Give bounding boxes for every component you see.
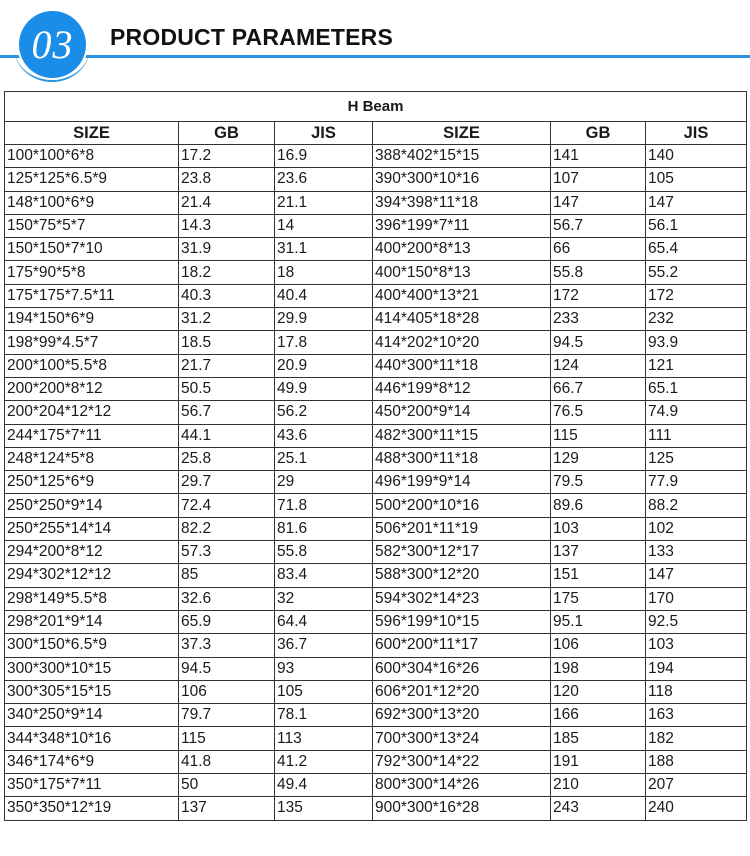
table-row — [5, 214, 747, 237]
table-row — [5, 657, 747, 680]
size-cell: 582*300*12*17 — [373, 541, 551, 564]
gb-weight-cell: 141 — [551, 145, 646, 168]
gb-weight-cell: 66.7 — [551, 377, 646, 400]
jis-weight-cell: 56.2 — [275, 401, 373, 424]
table-title: H Beam — [5, 92, 747, 122]
table-row — [5, 238, 747, 261]
jis-weight-cell: 65.4 — [646, 238, 747, 261]
jis-weight-cell: 21.1 — [275, 191, 373, 214]
gb-weight-cell: 94.5 — [551, 331, 646, 354]
jis-weight-cell: 18 — [275, 261, 373, 284]
size-cell: 250*125*6*9 — [5, 471, 179, 494]
gb-weight-cell: 106 — [179, 680, 275, 703]
jis-weight-cell: 163 — [646, 704, 747, 727]
jis-weight-cell: 133 — [646, 541, 747, 564]
gb-weight-cell: 191 — [551, 750, 646, 773]
table-row — [5, 284, 747, 307]
jis-weight-cell: 81.6 — [275, 517, 373, 540]
size-cell: 388*402*15*15 — [373, 145, 551, 168]
table-row — [5, 727, 747, 750]
size-cell: 250*255*14*14 — [5, 517, 179, 540]
gb-weight-cell: 14.3 — [179, 214, 275, 237]
size-cell: 606*201*12*20 — [373, 680, 551, 703]
size-cell: 396*199*7*11 — [373, 214, 551, 237]
jis-weight-cell: 121 — [646, 354, 747, 377]
table-row — [5, 774, 747, 797]
size-cell: 496*199*9*14 — [373, 471, 551, 494]
jis-weight-cell: 17.8 — [275, 331, 373, 354]
size-cell: 588*300*12*20 — [373, 564, 551, 587]
gb-weight-cell: 79.5 — [551, 471, 646, 494]
header-divider-line — [0, 55, 750, 58]
jis-weight-cell: 78.1 — [275, 704, 373, 727]
table-row — [5, 168, 747, 191]
size-cell: 125*125*6.5*9 — [5, 168, 179, 191]
size-cell: 340*250*9*14 — [5, 704, 179, 727]
gb-weight-cell: 72.4 — [179, 494, 275, 517]
gb-weight-cell: 198 — [551, 657, 646, 680]
jis-weight-cell: 31.1 — [275, 238, 373, 261]
jis-weight-cell: 147 — [646, 191, 747, 214]
size-cell: 394*398*11*18 — [373, 191, 551, 214]
size-cell: 300*150*6.5*9 — [5, 634, 179, 657]
jis-weight-cell: 92.5 — [646, 610, 747, 633]
gb-weight-cell: 44.1 — [179, 424, 275, 447]
section-title: PRODUCT PARAMETERS — [110, 24, 394, 50]
gb-weight-cell: 115 — [551, 424, 646, 447]
size-cell: 450*200*9*14 — [373, 401, 551, 424]
size-cell: 148*100*6*9 — [5, 191, 179, 214]
size-cell: 175*175*7.5*11 — [5, 284, 179, 307]
size-cell: 300*300*10*15 — [5, 657, 179, 680]
table-row — [5, 447, 747, 470]
size-cell: 390*300*10*16 — [373, 168, 551, 191]
jis-weight-cell: 77.9 — [646, 471, 747, 494]
jis-weight-cell: 125 — [646, 447, 747, 470]
gb-weight-cell: 17.2 — [179, 145, 275, 168]
column-header-jis: JIS — [646, 122, 747, 145]
size-cell: 294*302*12*12 — [5, 564, 179, 587]
gb-weight-cell: 137 — [179, 797, 275, 820]
jis-weight-cell: 140 — [646, 145, 747, 168]
gb-weight-cell: 31.9 — [179, 238, 275, 261]
table-row — [5, 704, 747, 727]
gb-weight-cell: 50 — [179, 774, 275, 797]
gb-weight-cell: 57.3 — [179, 541, 275, 564]
gb-weight-cell: 50.5 — [179, 377, 275, 400]
gb-weight-cell: 76.5 — [551, 401, 646, 424]
jis-weight-cell: 170 — [646, 587, 747, 610]
size-cell: 300*305*15*15 — [5, 680, 179, 703]
gb-weight-cell: 243 — [551, 797, 646, 820]
size-cell: 414*202*10*20 — [373, 331, 551, 354]
jis-weight-cell: 29 — [275, 471, 373, 494]
gb-weight-cell: 29.7 — [179, 471, 275, 494]
gb-weight-cell: 210 — [551, 774, 646, 797]
section-number-badge — [19, 11, 86, 78]
table-row — [5, 191, 747, 214]
jis-weight-cell: 55.2 — [646, 261, 747, 284]
column-header-gb: GB — [551, 122, 646, 145]
size-cell: 800*300*14*26 — [373, 774, 551, 797]
table-header-row — [5, 122, 747, 145]
size-cell: 446*199*8*12 — [373, 377, 551, 400]
size-cell: 200*204*12*12 — [5, 401, 179, 424]
table-row — [5, 145, 747, 168]
jis-weight-cell: 102 — [646, 517, 747, 540]
size-cell: 200*100*5.5*8 — [5, 354, 179, 377]
size-cell: 344*348*10*16 — [5, 727, 179, 750]
table-row — [5, 541, 747, 564]
gb-weight-cell: 115 — [179, 727, 275, 750]
size-cell: 506*201*11*19 — [373, 517, 551, 540]
size-cell: 294*200*8*12 — [5, 541, 179, 564]
size-cell: 244*175*7*11 — [5, 424, 179, 447]
section-number: 03 — [31, 22, 74, 67]
gb-weight-cell: 151 — [551, 564, 646, 587]
gb-weight-cell: 95.1 — [551, 610, 646, 633]
jis-weight-cell: 207 — [646, 774, 747, 797]
size-cell: 600*304*16*26 — [373, 657, 551, 680]
gb-weight-cell: 120 — [551, 680, 646, 703]
gb-weight-cell: 185 — [551, 727, 646, 750]
gb-weight-cell: 21.4 — [179, 191, 275, 214]
jis-weight-cell: 88.2 — [646, 494, 747, 517]
column-header-jis: JIS — [275, 122, 373, 145]
gb-weight-cell: 94.5 — [179, 657, 275, 680]
jis-weight-cell: 240 — [646, 797, 747, 820]
size-cell: 500*200*10*16 — [373, 494, 551, 517]
jis-weight-cell: 135 — [275, 797, 373, 820]
table-row — [5, 331, 747, 354]
size-cell: 194*150*6*9 — [5, 308, 179, 331]
jis-weight-cell: 32 — [275, 587, 373, 610]
jis-weight-cell: 111 — [646, 424, 747, 447]
gb-weight-cell: 79.7 — [179, 704, 275, 727]
size-cell: 400*400*13*21 — [373, 284, 551, 307]
gb-weight-cell: 40.3 — [179, 284, 275, 307]
size-cell: 400*150*8*13 — [373, 261, 551, 284]
size-cell: 150*150*7*10 — [5, 238, 179, 261]
jis-weight-cell: 105 — [275, 680, 373, 703]
table-row — [5, 680, 747, 703]
size-cell: 700*300*13*24 — [373, 727, 551, 750]
column-header-size: SIZE — [5, 122, 179, 145]
size-cell: 482*300*11*15 — [373, 424, 551, 447]
size-cell: 198*99*4.5*7 — [5, 331, 179, 354]
jis-weight-cell: 103 — [646, 634, 747, 657]
size-cell: 350*350*12*19 — [5, 797, 179, 820]
size-cell: 100*100*6*8 — [5, 145, 179, 168]
jis-weight-cell: 23.6 — [275, 168, 373, 191]
size-cell: 298*201*9*14 — [5, 610, 179, 633]
jis-weight-cell: 172 — [646, 284, 747, 307]
jis-weight-cell: 14 — [275, 214, 373, 237]
size-cell: 440*300*11*18 — [373, 354, 551, 377]
gb-weight-cell: 37.3 — [179, 634, 275, 657]
gb-weight-cell: 124 — [551, 354, 646, 377]
jis-weight-cell: 93 — [275, 657, 373, 680]
gb-weight-cell: 23.8 — [179, 168, 275, 191]
gb-weight-cell: 137 — [551, 541, 646, 564]
jis-weight-cell: 29.9 — [275, 308, 373, 331]
jis-weight-cell: 65.1 — [646, 377, 747, 400]
table-row — [5, 634, 747, 657]
table-row — [5, 610, 747, 633]
size-cell: 488*300*11*18 — [373, 447, 551, 470]
jis-weight-cell: 49.9 — [275, 377, 373, 400]
table-row — [5, 587, 747, 610]
jis-weight-cell: 194 — [646, 657, 747, 680]
gb-weight-cell: 233 — [551, 308, 646, 331]
jis-weight-cell: 55.8 — [275, 541, 373, 564]
size-cell: 692*300*13*20 — [373, 704, 551, 727]
column-header-size: SIZE — [373, 122, 551, 145]
section-header — [0, 0, 750, 90]
jis-weight-cell: 232 — [646, 308, 747, 331]
jis-weight-cell: 20.9 — [275, 354, 373, 377]
jis-weight-cell: 56.1 — [646, 214, 747, 237]
size-cell: 298*149*5.5*8 — [5, 587, 179, 610]
gb-weight-cell: 56.7 — [179, 401, 275, 424]
jis-weight-cell: 113 — [275, 727, 373, 750]
size-cell: 594*302*14*23 — [373, 587, 551, 610]
gb-weight-cell: 18.5 — [179, 331, 275, 354]
jis-weight-cell: 16.9 — [275, 145, 373, 168]
table-row — [5, 750, 747, 773]
gb-weight-cell: 89.6 — [551, 494, 646, 517]
gb-weight-cell: 65.9 — [179, 610, 275, 633]
jis-weight-cell: 36.7 — [275, 634, 373, 657]
gb-weight-cell: 18.2 — [179, 261, 275, 284]
gb-weight-cell: 66 — [551, 238, 646, 261]
gb-weight-cell: 147 — [551, 191, 646, 214]
table-row — [5, 308, 747, 331]
jis-weight-cell: 43.6 — [275, 424, 373, 447]
jis-weight-cell: 74.9 — [646, 401, 747, 424]
table-row — [5, 517, 747, 540]
gb-weight-cell: 32.6 — [179, 587, 275, 610]
size-cell: 600*200*11*17 — [373, 634, 551, 657]
size-cell: 150*75*5*7 — [5, 214, 179, 237]
table-row — [5, 471, 747, 494]
table-row — [5, 261, 747, 284]
size-cell: 350*175*7*11 — [5, 774, 179, 797]
gb-weight-cell: 107 — [551, 168, 646, 191]
gb-weight-cell: 103 — [551, 517, 646, 540]
size-cell: 200*200*8*12 — [5, 377, 179, 400]
size-cell: 900*300*16*28 — [373, 797, 551, 820]
table-row — [5, 797, 747, 820]
gb-weight-cell: 56.7 — [551, 214, 646, 237]
jis-weight-cell: 105 — [646, 168, 747, 191]
gb-weight-cell: 166 — [551, 704, 646, 727]
size-cell: 346*174*6*9 — [5, 750, 179, 773]
jis-weight-cell: 118 — [646, 680, 747, 703]
size-cell: 175*90*5*8 — [5, 261, 179, 284]
gb-weight-cell: 41.8 — [179, 750, 275, 773]
jis-weight-cell: 93.9 — [646, 331, 747, 354]
size-cell: 596*199*10*15 — [373, 610, 551, 633]
jis-weight-cell: 41.2 — [275, 750, 373, 773]
h-beam-parameter-table — [4, 91, 747, 821]
jis-weight-cell: 71.8 — [275, 494, 373, 517]
gb-weight-cell: 175 — [551, 587, 646, 610]
jis-weight-cell: 25.1 — [275, 447, 373, 470]
gb-weight-cell: 129 — [551, 447, 646, 470]
gb-weight-cell: 85 — [179, 564, 275, 587]
table-row — [5, 494, 747, 517]
table-row — [5, 354, 747, 377]
size-cell: 414*405*18*28 — [373, 308, 551, 331]
column-header-gb: GB — [179, 122, 275, 145]
jis-weight-cell: 64.4 — [275, 610, 373, 633]
size-cell: 250*250*9*14 — [5, 494, 179, 517]
jis-weight-cell: 188 — [646, 750, 747, 773]
gb-weight-cell: 82.2 — [179, 517, 275, 540]
gb-weight-cell: 25.8 — [179, 447, 275, 470]
table-title-row — [5, 92, 747, 122]
gb-weight-cell: 55.8 — [551, 261, 646, 284]
gb-weight-cell: 172 — [551, 284, 646, 307]
jis-weight-cell: 40.4 — [275, 284, 373, 307]
size-cell: 792*300*14*22 — [373, 750, 551, 773]
table-row — [5, 564, 747, 587]
size-cell: 248*124*5*8 — [5, 447, 179, 470]
jis-weight-cell: 182 — [646, 727, 747, 750]
jis-weight-cell: 83.4 — [275, 564, 373, 587]
table-body — [5, 145, 747, 821]
gb-weight-cell: 106 — [551, 634, 646, 657]
table-row — [5, 401, 747, 424]
table-row — [5, 424, 747, 447]
gb-weight-cell: 21.7 — [179, 354, 275, 377]
jis-weight-cell: 147 — [646, 564, 747, 587]
table-row — [5, 377, 747, 400]
size-cell: 400*200*8*13 — [373, 238, 551, 261]
gb-weight-cell: 31.2 — [179, 308, 275, 331]
jis-weight-cell: 49.4 — [275, 774, 373, 797]
